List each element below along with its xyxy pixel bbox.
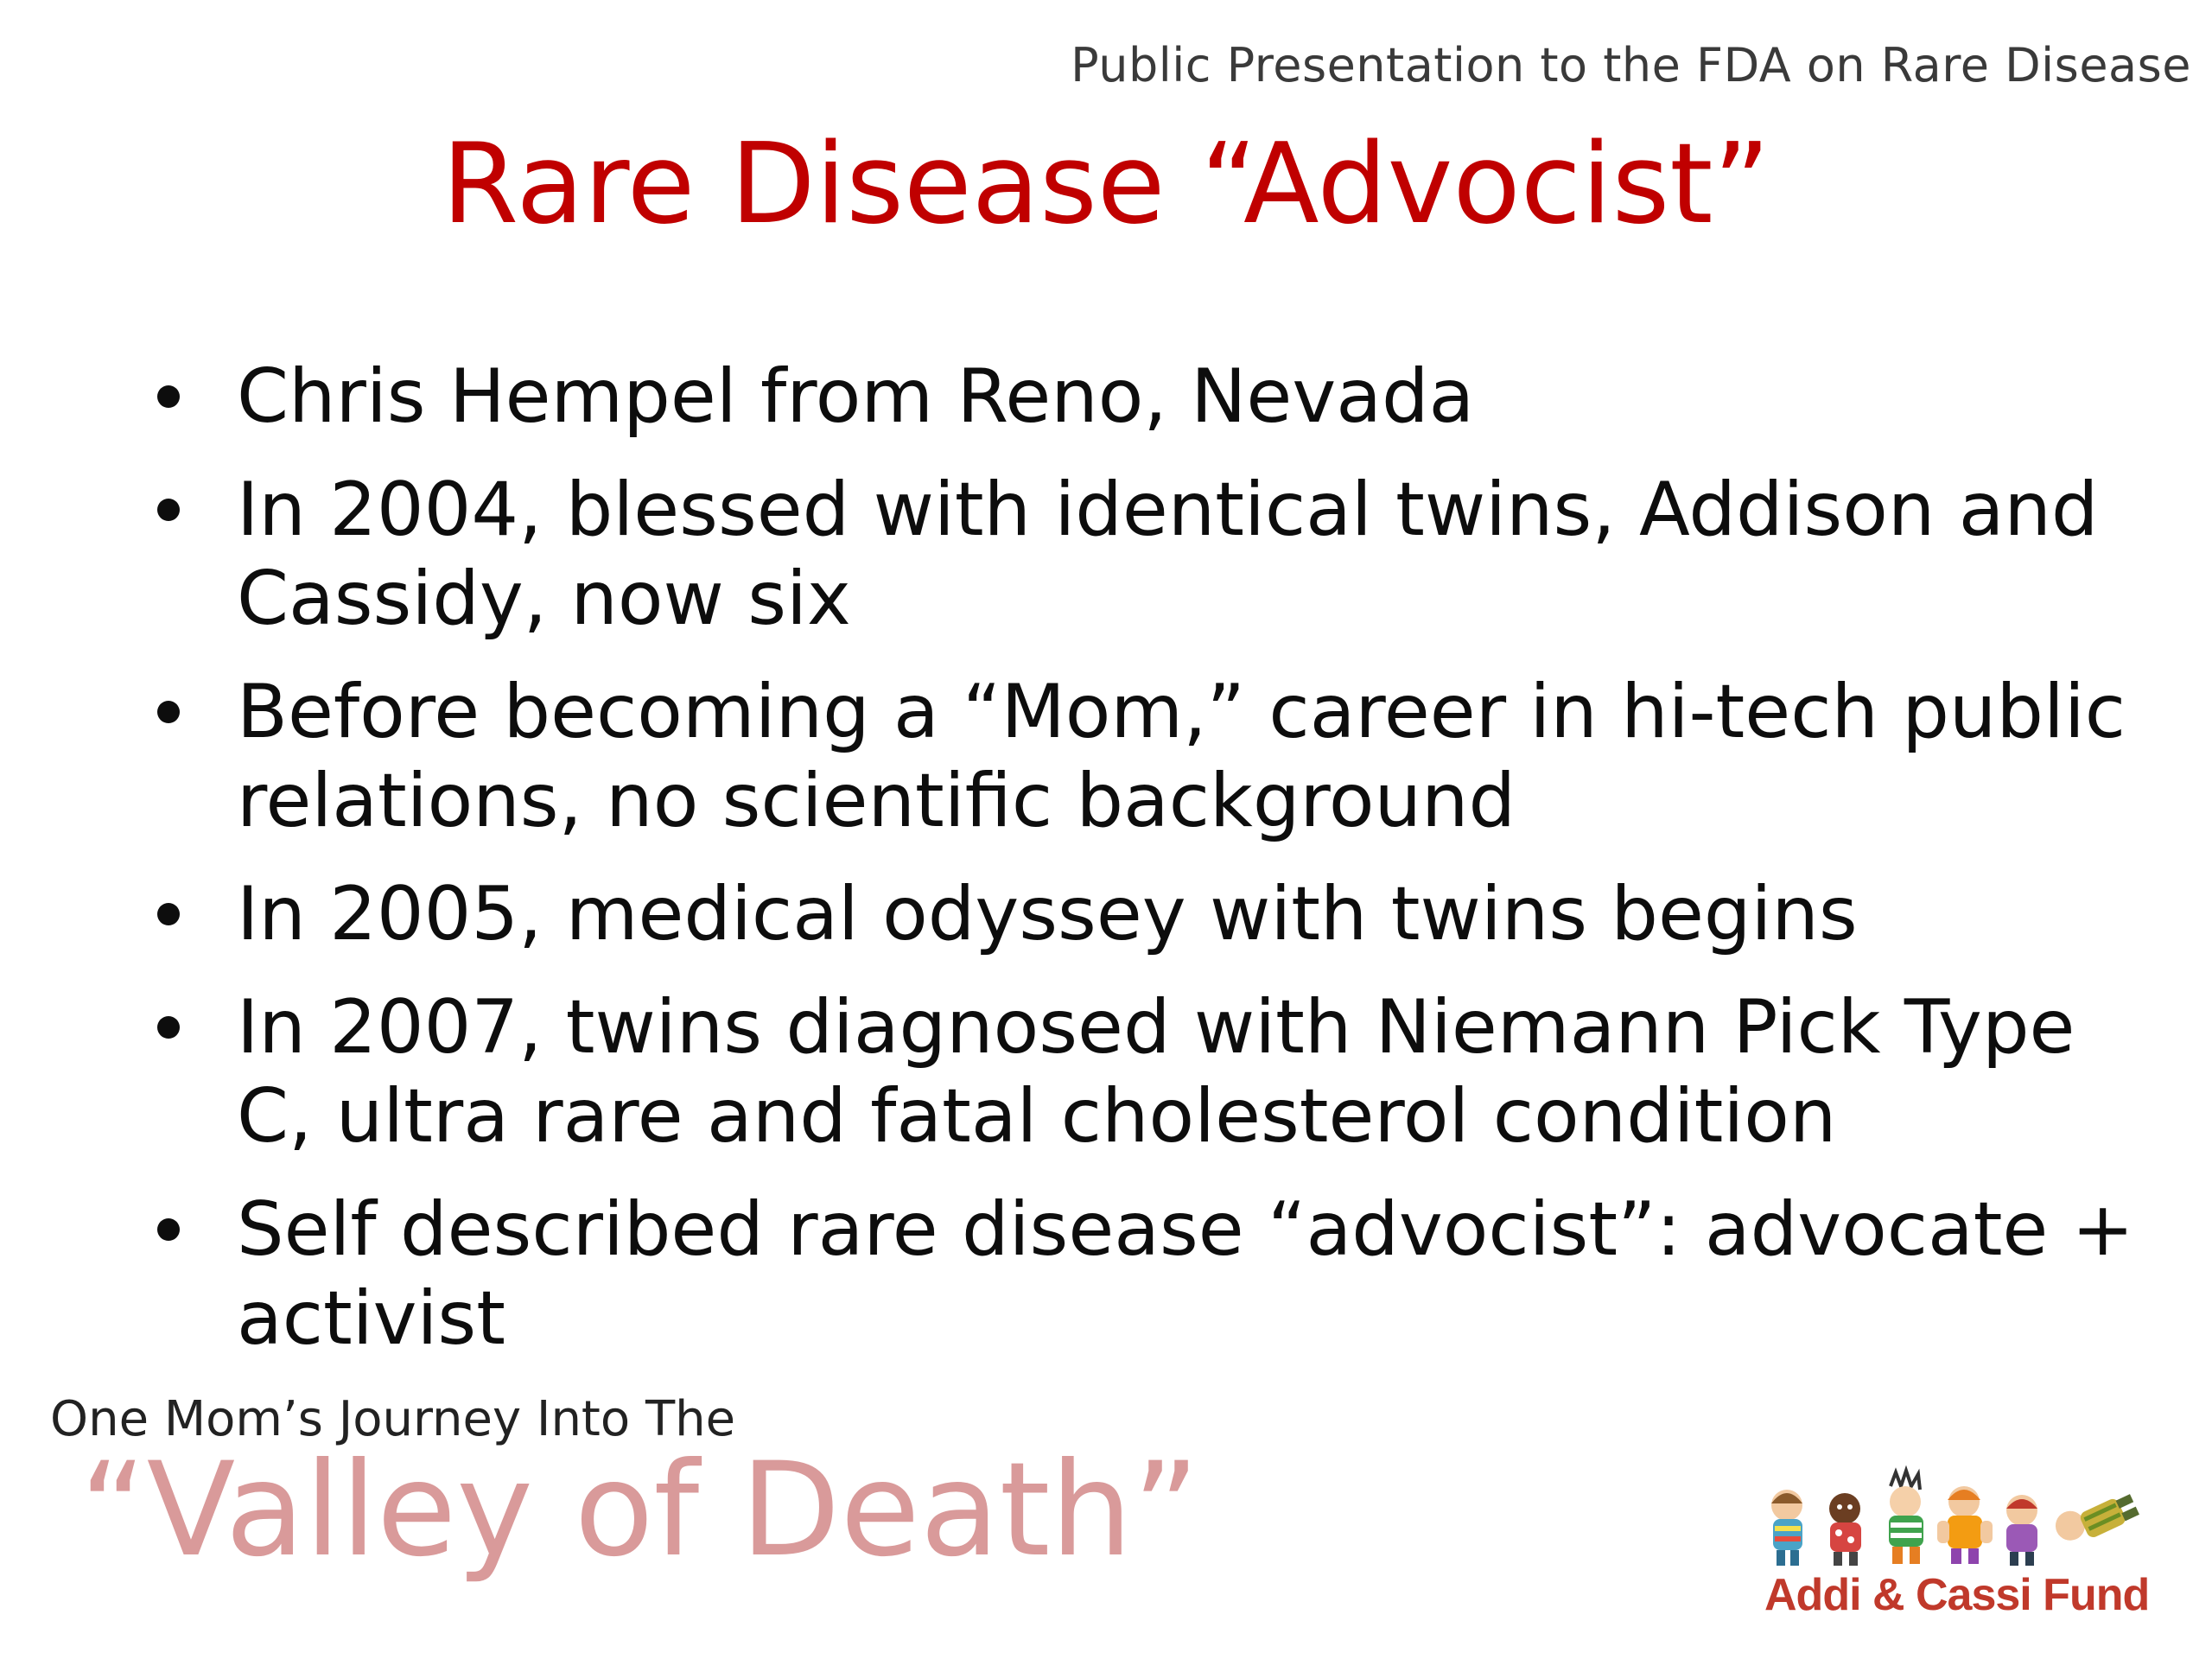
cartoon-children-icon [1754, 1460, 2143, 1573]
bullet-item [147, 1185, 2160, 1363]
bullet-dot-icon [157, 701, 180, 723]
bullet-dot-icon [157, 499, 180, 521]
bullet-dot-icon [157, 903, 180, 925]
bullet-text: Before becoming a “Mom,” career in hi-tech public relations, no scientific background [237, 669, 2126, 844]
bullet-list [147, 353, 2160, 1388]
footer-subtitle: One Mom’s Journey Into The [50, 1391, 736, 1447]
bullet-item [147, 466, 2160, 644]
addi-cassi-fund-logo [1754, 1460, 2150, 1633]
bullet-dot-icon [157, 385, 180, 408]
bullet-text: Chris Hempel from Reno, Nevada [237, 353, 1475, 440]
bullet-text: In 2004, blessed with identical twins, Addison and Cassidy, now six [237, 467, 2099, 642]
logo-text: Addi & Cassi Fund [1764, 1570, 2150, 1620]
bullet-item [147, 353, 2160, 442]
bullet-dot-icon [157, 1016, 180, 1039]
bullet-dot-icon [157, 1218, 180, 1241]
bullet-item [147, 983, 2160, 1161]
bullet-text: In 2005, medical odyssey with twins begins [237, 871, 1858, 957]
bullet-text: In 2007, twins diagnosed with Niemann Pick Type C, ultra rare and fatal cholesterol condition [237, 984, 2075, 1160]
bullet-item [147, 870, 2160, 959]
bullet-item [147, 668, 2160, 846]
slide-title: Rare Disease “Advocist” [442, 120, 1770, 249]
bullet-text: Self described rare disease “advocist”: advocate + activist [237, 1186, 2134, 1362]
footer-headline: “Valley of Death” [79, 1435, 1200, 1586]
presentation-caption: Public Presentation to the FDA on Rare Disease [1071, 38, 2191, 92]
